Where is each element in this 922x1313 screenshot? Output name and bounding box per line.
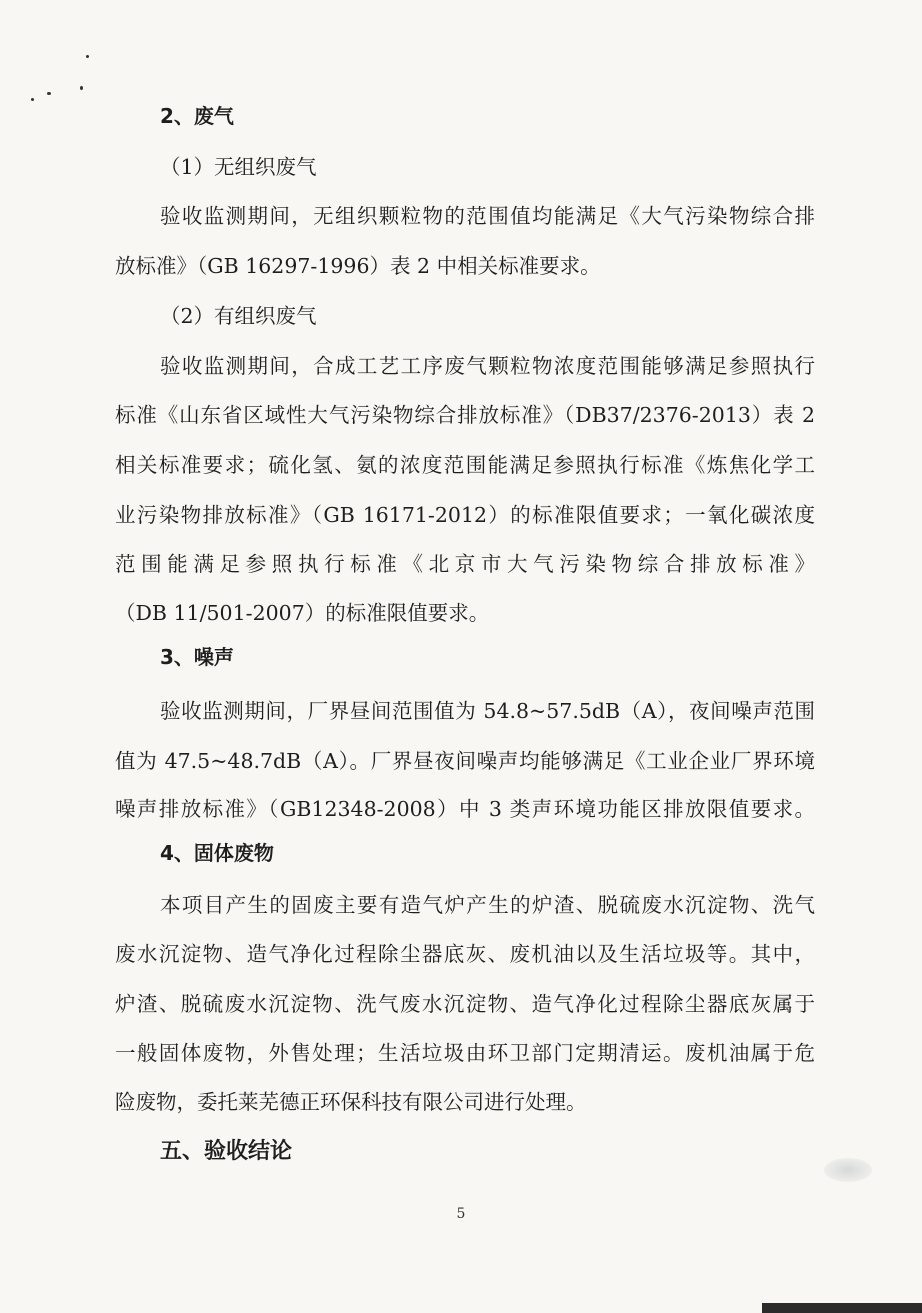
paragraph-line: 炉渣、脱硫废水沉淀物、洗气废水沉淀物、造气净化过程除尘器底灰属于 [115, 992, 815, 1016]
paragraph-line: （DB 11/501-2007）的标准限值要求。 [115, 601, 490, 625]
paragraph-line: 范围能满足参照执行标准《北京市大气污染物综合排放标准》 [115, 552, 815, 576]
paragraph-line: 险废物，委托莱芜德正环保科技有限公司进行处理。 [115, 1090, 587, 1114]
organized-subheading: （2）有组织废气 [160, 304, 317, 328]
scan-edge [762, 1303, 922, 1313]
paragraph-line: 一般固体废物，外售处理；生活垃圾由环卫部门定期清运。废机油属于危 [115, 1041, 815, 1065]
paragraph-line: 本项目产生的固废主要有造气炉产生的炉渣、脱硫废水沉淀物、洗气 [160, 893, 815, 917]
paragraph-line: 标准《山东省区域性大气污染物综合排放标准》（DB37/2376-2013）表 2 [115, 403, 815, 427]
scan-smudge [824, 1158, 872, 1182]
paragraph-line: 放标准》（GB 16297-1996）表 2 中相关标准要求。 [115, 254, 601, 278]
paragraph-line: 验收监测期间，合成工艺工序废气颗粒物浓度范围能够满足参照执行 [160, 354, 815, 378]
solid-waste-heading: 4、固体废物 [160, 841, 274, 865]
page-number: 5 [456, 1206, 466, 1222]
scan-speck [31, 98, 34, 101]
scan-speck [47, 92, 51, 95]
fugitive-subheading: （1）无组织废气 [160, 155, 317, 179]
paragraph-line: 相关标准要求；硫化氢、氨的浓度范围能满足参照执行标准《炼焦化学工 [115, 453, 815, 477]
paragraph-line: 业污染物排放标准》（GB 16171-2012）的标准限值要求；一氧化碳浓度 [115, 503, 815, 527]
paragraph-line: 验收监测期间，厂界昼间范围值为 54.8~57.5dB（A），夜间噪声范围 [160, 699, 815, 723]
paragraph-line: 值为 47.5~48.7dB（A）。厂界昼夜间噪声均能够满足《工业企业厂界环境 [115, 749, 815, 773]
paragraph-line: 验收监测期间，无组织颗粒物的范围值均能满足《大气污染物综合排 [160, 204, 815, 228]
paragraph-line: 噪声排放标准》（GB12348-2008）中 3 类声环境功能区排放限值要求。 [115, 797, 815, 821]
exhaust-heading: 2、废气 [160, 104, 234, 128]
noise-heading: 3、噪声 [160, 645, 234, 669]
scan-speck [80, 86, 83, 90]
paragraph-line: 废水沉淀物、造气净化过程除尘器底灰、废机油以及生活垃圾等。其中， [115, 942, 815, 966]
scan-speck [86, 55, 89, 58]
conclusion-title: 五、验收结论 [160, 1139, 293, 1164]
